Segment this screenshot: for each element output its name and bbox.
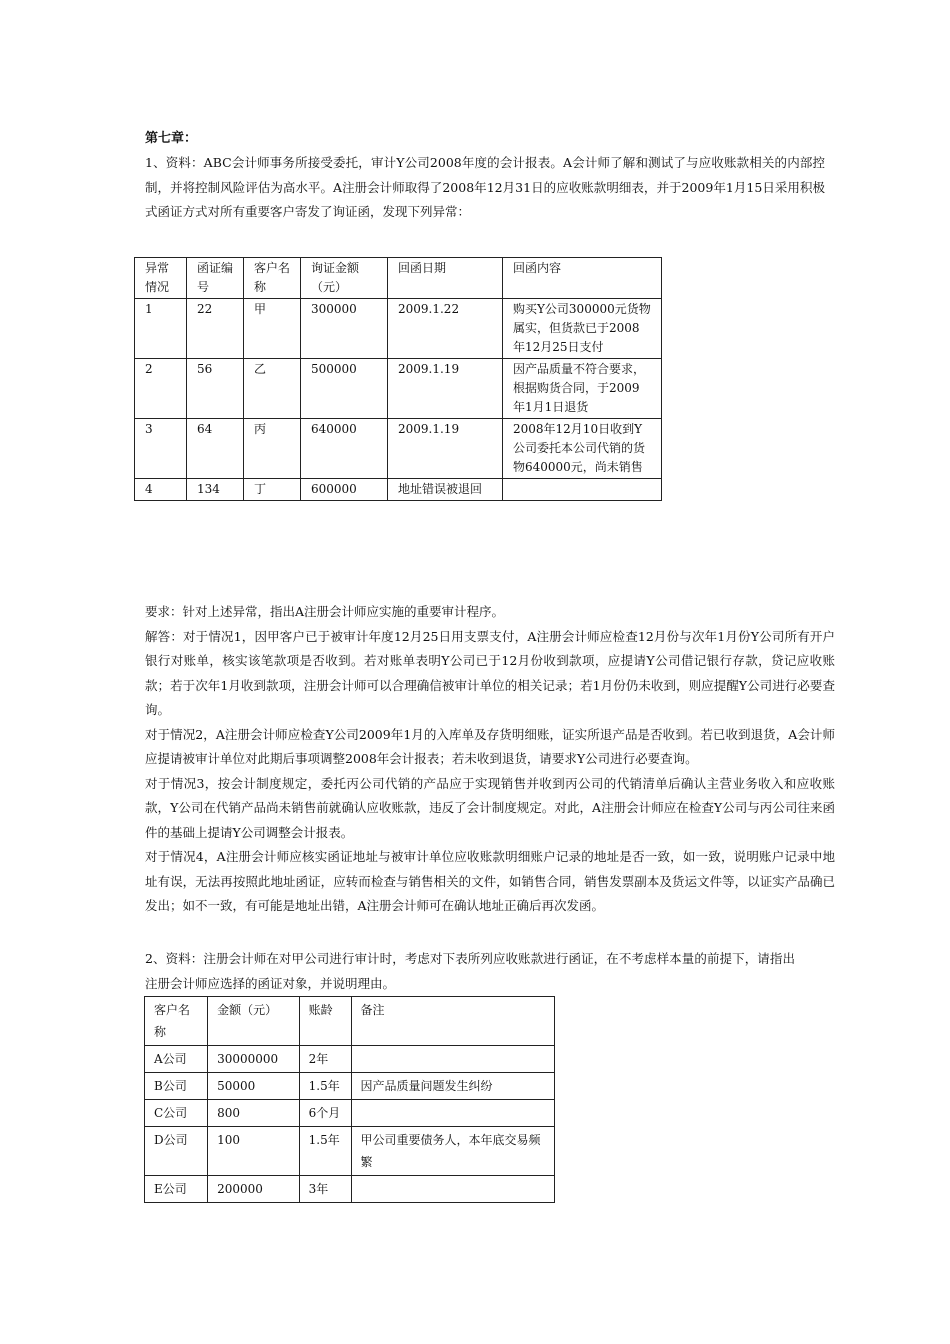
- table1-cell: 3: [135, 419, 187, 479]
- table1-cell: 购买Y公司300000元货物属实，但货款已于2008年12月25日支付: [503, 299, 662, 359]
- table1-cell: 丙: [244, 419, 301, 479]
- answer-case-3: 对于情况3，按会计制度规定，委托丙公司代销的产品应于实现销售并收到丙公司的代销清单后确认主营业务收入和应收账款，Y公司在代销产品尚未销售前就确认应收账款，违反了会计制度规定。对此，A注册会计师应在检查Y公司与丙公司往来函件的基础上提请Y公司调整会计报表。: [145, 775, 835, 840]
- table2-cell: 2年: [299, 1046, 351, 1073]
- table2-cell: 800: [208, 1100, 300, 1127]
- table2-row: [145, 1046, 555, 1073]
- table1-cell: 地址错误被退回: [388, 479, 503, 501]
- table2-header-row: [145, 997, 555, 1046]
- table2-cell: 3年: [299, 1176, 351, 1203]
- receivables-table: [144, 996, 555, 1203]
- answer-case-1: 解答：对于情况1，因甲客户已于被审计年度12月25日用支票支付，A注册会计师应检查12月份与次年1月份Y公司所有开户银行对账单，核实该笔款项是否收到。若对账单表明Y公司已于12月份收到款项，应提请Y公司借记银行存款，贷记应收账款；若于次年1月收到款项，注册会计师可以合理确信被审计单位的相关记录；若1月份仍未收到，则应提醒Y公司进行必要查询。: [145, 628, 835, 717]
- table1-header-cell: 客户名称: [244, 258, 301, 299]
- table2-header-cell: 客户名称: [145, 997, 208, 1046]
- table1-cell: 640000: [301, 419, 388, 479]
- table1-cell: 64: [187, 419, 244, 479]
- table1-cell: 134: [187, 479, 244, 501]
- table1-header-cell: 回函内容: [503, 258, 662, 299]
- table2-cell: E公司: [145, 1176, 208, 1203]
- table2-cell: 甲公司重要债务人，本年底交易频繁: [351, 1127, 555, 1176]
- table1-cell: 2009.1.19: [388, 419, 503, 479]
- table2-cell: C公司: [145, 1100, 208, 1127]
- table2-row: [145, 1100, 555, 1127]
- table2-cell: [351, 1046, 555, 1073]
- table2-cell: 200000: [208, 1176, 300, 1203]
- table1-cell: [503, 479, 662, 501]
- requirement-text: 要求：针对上述异常，指出A注册会计师应实施的重要审计程序。: [145, 604, 505, 619]
- table1-cell: 56: [187, 359, 244, 419]
- table1-cell: 2009.1.19: [388, 359, 503, 419]
- table2-row: [145, 1073, 555, 1100]
- table2-row: [145, 1127, 555, 1176]
- table1-cell: 2: [135, 359, 187, 419]
- table1-cell: 22: [187, 299, 244, 359]
- table1-header-cell: 询证金额（元）: [301, 258, 388, 299]
- chapter-heading: 第七章：: [145, 131, 198, 146]
- table2-cell: A公司: [145, 1046, 208, 1073]
- table2-cell: 1.5年: [299, 1073, 351, 1100]
- table1-cell: 丁: [244, 479, 301, 501]
- question-1-paragraph: 1、资料：ABC会计师事务所接受委托，审计Y公司2008年度的会计报表。A会计师了解和测试了与应收账款相关的内部控制，并将控制风险评估为高水平。A注册会计师取得了2008年12月31日的应收账款明细表，并于2009年1月15日采用积极式函证方式对所有重要客户寄发了询证函，发现下列异常：: [145, 155, 825, 219]
- table1-cell: 1: [135, 299, 187, 359]
- table1-cell: 甲: [244, 299, 301, 359]
- table2-row: [145, 1176, 555, 1203]
- table1-cell: 因产品质量不符合要求，根据购货合同，于2009年1月1日退货: [503, 359, 662, 419]
- table2-cell: [351, 1100, 555, 1127]
- table1-header-cell: 函证编号: [187, 258, 244, 299]
- table1-cell: 2009.1.22: [388, 299, 503, 359]
- table1-header-cell: 异常情况: [135, 258, 187, 299]
- table1-cell: 500000: [301, 359, 388, 419]
- table2-cell: 50000: [208, 1073, 300, 1100]
- requirement-and-answers: [145, 600, 835, 919]
- table2-header-cell: 备注: [351, 997, 555, 1046]
- table2-cell: 因产品质量问题发生纠纷: [351, 1073, 555, 1100]
- table1-cell: 300000: [301, 299, 388, 359]
- table1-header-cell: 回函日期: [388, 258, 503, 299]
- table2-cell: D公司: [145, 1127, 208, 1176]
- table2-cell: [351, 1176, 555, 1203]
- table1-row: [135, 479, 662, 501]
- table2-cell: 100: [208, 1127, 300, 1176]
- table1-row: [135, 299, 662, 359]
- table2-cell: 1.5年: [299, 1127, 351, 1176]
- question-2-paragraph: 2、资料：注册会计师在对甲公司进行审计时，考虑对下表所列应收账款进行函证，在不考虑样本量的前提下，请指出注册会计师应选择的函证对象，并说明理由。: [145, 951, 795, 991]
- table1-row: [135, 419, 662, 479]
- answer-case-2: 对于情况2，A注册会计师应检查Y公司2009年1月的入库单及存货明细账，证实所退产品是否收到。若已收到退货，A会计师应提请被审计单位对此期后事项调整2008年会计报表；若未收到退货，请要求Y公司进行必要查询。: [145, 726, 835, 766]
- table2-cell: B公司: [145, 1073, 208, 1100]
- table2-header-cell: 金额（元）: [208, 997, 300, 1046]
- confirmation-exceptions-table: [134, 257, 662, 501]
- table2-cell: 6个月: [299, 1100, 351, 1127]
- table1-row: [135, 359, 662, 419]
- table1-header-row: [135, 258, 662, 299]
- table2-cell: 30000000: [208, 1046, 300, 1073]
- table2-header-cell: 账龄: [299, 997, 351, 1046]
- answer-case-4: 对于情况4，A注册会计师应核实函证地址与被审计单位应收账款明细账户记录的地址是否一致，如一致，说明账户记录中地址有误，无法再按照此地址函证，应转而检查与销售相关的文件，如销售合同，销售发票副本及货运文件等，以证实产品确已发出；如不一致，有可能是地址出错，A注册会计师可在确认地址正确后再次发函。: [145, 849, 835, 913]
- table1-cell: 乙: [244, 359, 301, 419]
- table1-cell: 600000: [301, 479, 388, 501]
- table1-cell: 4: [135, 479, 187, 501]
- table1-cell: 2008年12月10日收到Y公司委托本公司代销的货物640000元，尚未销售: [503, 419, 662, 479]
